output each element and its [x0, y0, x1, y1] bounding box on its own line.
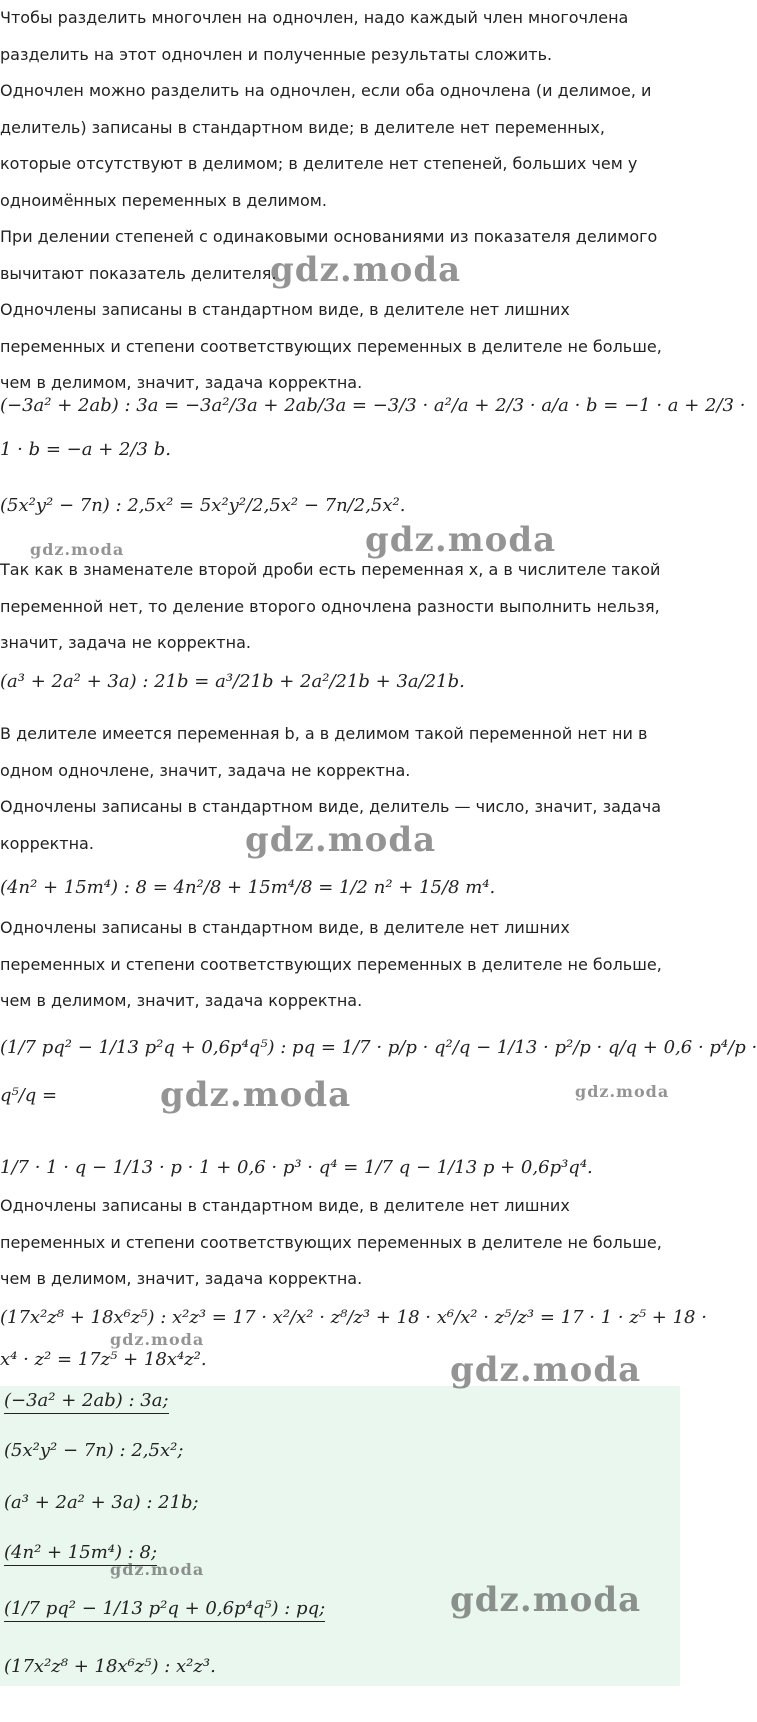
rule-paragraph-1: Чтобы разделить многочлен на одночлен, надо каждый член многочлена разделить на этот одночлен и полученные результаты сложить.: [0, 8, 629, 64]
watermark: gdz.moda: [110, 1560, 205, 1579]
answer-5: (1/7 pq² − 1/13 p²q + 0,6p⁴q⁵) : pq;: [4, 1598, 325, 1622]
equation-5-line-3: 1/7 · 1 · q − 1/13 · p · 1 + 0,6 · p³ · q⁴ = 1/7 q − 1/13 p + 0,6p³q⁴.: [0, 1157, 593, 1178]
watermark: gdz.moda: [575, 1082, 670, 1101]
equation-2: (5x²y² − 7n) : 2,5x² = 5x²y²/2,5x² − 7n/2,5x².: [0, 495, 406, 516]
watermark: gdz.moda: [270, 250, 462, 290]
equation-3: (a³ + 2a² + 3a) : 21b = a³/21b + 2a²/21b + 3a/21b.: [0, 671, 465, 692]
equation-6-line-1: (17x²z⁸ + 18x⁶z⁵) : x²z³ = 17 · x²/x² · z⁸/z³ + 18 · x⁶/x² · z⁵/z³ = 17 · 1 · z⁵ + 18 ·: [0, 1307, 707, 1328]
watermark: gdz.moda: [30, 540, 125, 559]
explanation-paragraph-1: Одночлены записаны в стандартном виде, в делителе нет лишних переменных и степени соответствующих переменных в делителе не больше, чем в делимом, значит, задача корректна.: [0, 300, 662, 392]
rule-paragraph-2: Одночлен можно разделить на одночлен, если оба одночлена (и делимое, и делитель) записаны в стандартном виде; в делителе нет переменных, которые отсутствуют в делимом; в делителе нет степеней, больших чем у одноимённых переменных в делимом.: [0, 81, 652, 210]
explanation-paragraph-2: Так как в знаменателе второй дроби есть переменная x, а в числителе такой переменной нет, то деление второго одночлена разности выполнить нельзя, значит, задача не корректна.: [0, 560, 661, 652]
equation-1-line-1: (−3a² + 2ab) : 3a = −3a²/3a + 2ab/3a = −3/3 · a²/a + 2/3 · a/a · b = −1 · a + 2/3 ·: [0, 395, 746, 416]
answer-box: [0, 1386, 680, 1686]
explanation-paragraph-3: В делителе имеется переменная b, а в делимом такой переменной нет ни в одном одночлене, значит, задача не корректна.: [0, 724, 648, 780]
watermark: gdz.moda: [450, 1580, 642, 1620]
answer-3: (a³ + 2a² + 3a) : 21b;: [4, 1492, 199, 1513]
rule-paragraph-3: При делении степеней с одинаковыми основаниями из показателя делимого вычитают показатель делителя.: [0, 227, 658, 283]
watermark: gdz.moda: [160, 1075, 352, 1115]
watermark: gdz.moda: [245, 820, 437, 860]
answer-6: (17x²z⁸ + 18x⁶z⁵) : x²z³.: [4, 1656, 216, 1677]
watermark: gdz.moda: [365, 520, 557, 560]
equation-5-line-2: q⁵/q =: [0, 1085, 58, 1106]
equation-6-line-2: x⁴ · z² = 17z⁵ + 18x⁴z².: [0, 1349, 207, 1370]
equation-1-line-2: 1 · b = −a + 2/3 b.: [0, 439, 171, 460]
explanation-paragraph-6: Одночлены записаны в стандартном виде, в делителе нет лишних переменных и степени соответствующих переменных в делителе не больше, чем в делимом, значит, задача корректна.: [0, 1196, 662, 1288]
watermark: gdz.moda: [110, 1330, 205, 1349]
explanation-paragraph-4: Одночлены записаны в стандартном виде, делитель — число, значит, задача корректна.: [0, 797, 662, 853]
answer-2: (5x²y² − 7n) : 2,5x²;: [4, 1440, 184, 1461]
answer-1: (−3a² + 2ab) : 3a;: [4, 1390, 169, 1414]
equation-4: (4n² + 15m⁴) : 8 = 4n²/8 + 15m⁴/8 = 1/2 n² + 15/8 m⁴.: [0, 877, 496, 898]
equation-5-line-1: (1/7 pq² − 1/13 p²q + 0,6p⁴q⁵) : pq = 1/7 · p/p · q²/q − 1/13 · p²/p · q/q + 0,6 · p⁴/p ·: [0, 1037, 757, 1058]
watermark: gdz.moda: [450, 1350, 642, 1390]
answer-4: (4n² + 15m⁴) : 8;: [4, 1542, 157, 1566]
explanation-paragraph-5: Одночлены записаны в стандартном виде, в делителе нет лишних переменных и степени соответствующих переменных в делителе не больше, чем в делимом, значит, задача корректна.: [0, 918, 662, 1010]
